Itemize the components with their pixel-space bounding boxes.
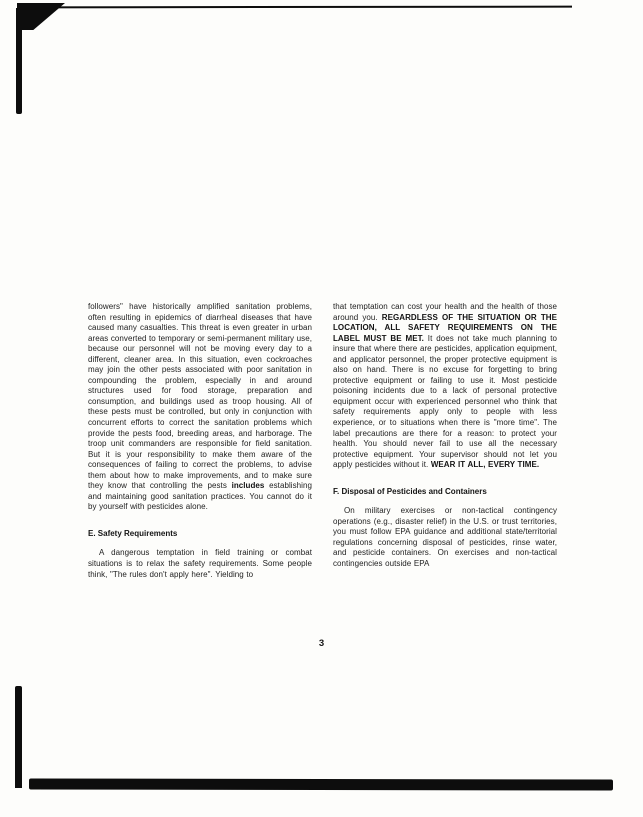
- bold-word-includes: includes: [231, 481, 265, 491]
- paragraph-text: followers" have historically amplified sanitation problems, often resulting in epidemics of diarrheal diseases that have caused many casualties. This threat is even greater in urban areas converted to temporary or semi-permanent military use, because our personnel will not be moving every day to a different, cleaner area. In this situation, even cockroaches may join the other pests associated with poor sanitation in compounding the problem, especially in and around structures used for food storage, preparation and consumption, and buildings used as troop housing. All of these pests must be controlled, but only in conjunction with concurrent efforts to correct the sanitation problems which provide the pests food, breeding areas, and harborage. The troop unit commanders are responsible for field sanitation. But it is your responsibility to make them aware of the consequences of failing to correct the problems, to advise them about how to make improvements, and to make sure they know that controlling the pests: [88, 302, 312, 491]
- page-number: 3: [318, 638, 325, 649]
- paragraph-text: establishing and maintaining good sanitation practices. You cannot do it by yourself with pesticides alone.: [88, 481, 312, 512]
- two-column-text-block: [88, 302, 557, 580]
- section-f-heading: F. Disposal of Pesticides and Containers: [333, 486, 487, 496]
- paragraph-sanitation: [88, 302, 312, 513]
- bold-safety-requirements-statement: REGARDLESS OF THE SITUATION OR THE LOCATION, ALL SAFETY REQUIREMENTS ON THE LABEL MUST BE MET.: [333, 312, 557, 343]
- scan-artifact-left-edge-bottom: [15, 686, 22, 788]
- bold-wear-it-all-statement: WEAR IT ALL, EVERY TIME.: [430, 460, 540, 470]
- paragraph-safety-intro: A dangerous temptation in field training or combat situations is to relax the safety requirements. Some people think, "The rules don't apply here". Yielding to: [88, 548, 312, 579]
- section-e-heading: E. Safety Requirements: [88, 528, 178, 538]
- scan-artifact-top-left-corner: [17, 3, 65, 30]
- paragraph-disposal: On military exercises or non-tactical contingency operations (e.g., disaster relief) in the U.S. or trust territories, you must follow EPA guidance and additional state/territorial regulations concerning disposal of pesticides, rinse water, and pesticide containers. On exercises and non-tactical contingencies outside EPA: [333, 506, 557, 568]
- paragraph-safety-continued: [333, 302, 557, 471]
- left-column: [88, 302, 312, 580]
- paragraph-text: that temptation can cost your health and the health of those around you.: [333, 302, 557, 322]
- scan-artifact-left-edge-top: [16, 8, 22, 114]
- right-column: [333, 302, 557, 580]
- scan-artifact-bottom-edge: [29, 778, 613, 790]
- scan-artifact-top-edge: [24, 6, 572, 9]
- paragraph-text: It does not take much planning to insure that where there are pesticides, application equipment, and applicator personnel, the proper protective equipment is also on hand. There is no excuse for forgetting to bring protective equipment or failing to use it. Most pesticide poisoning incidents due to a lack of personal protective equipment occur with experienced personnel who think that safety requirements apply only to people with less experience, or to situations when there is "more time". The label precautions are there for a reason: to protect your health. You should never fail to use all the necessary protective equipment. Your supervisor should not let you apply pesticides without it.: [333, 333, 557, 470]
